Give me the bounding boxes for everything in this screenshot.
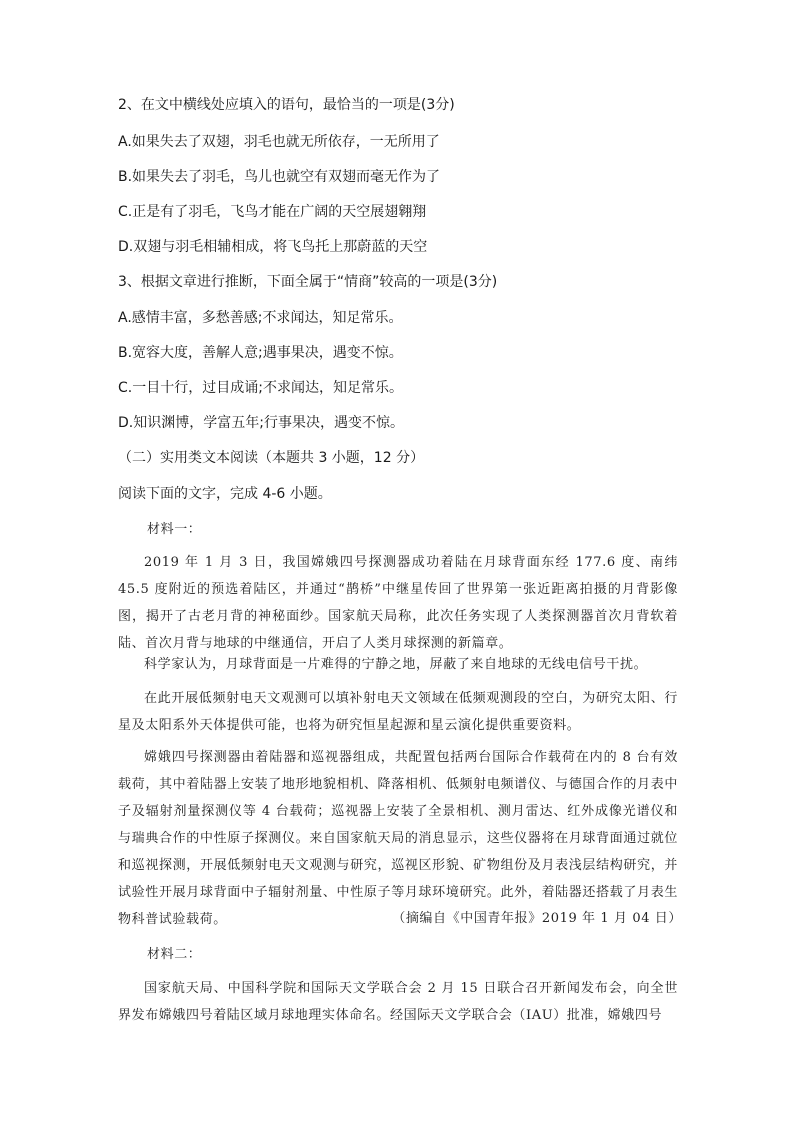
material-1-paragraph-3: 在此开展低频射电天文观测可以填补射电天文领域在低频观测段的空白，为研究太阳、行星及太阳系外天体提供可能，也将为研究恒星起源和星云演化提供重要资料。 (118, 691, 678, 733)
question-2-option-a: A.如果失去了双翅，羽毛也就无所依存，一无所用了 (118, 134, 440, 150)
material-2-label: 材料二： (147, 947, 202, 962)
question-3-stem: 3、根据文章进行推断，下面全属于“情商”较高的一项是(3分) (118, 274, 498, 290)
question-3-option-a: A.感情丰富，多愁善感;不求闻达，知足常乐。 (118, 310, 403, 326)
question-2-option-d: D.双翅与羽毛相辅相成，将飞鸟托上那蔚蓝的天空 (118, 239, 428, 255)
question-3-option-c: C.一目十行，过目成诵;不求闻达，知足常乐。 (118, 380, 403, 396)
material-1-source: （摘编自《中国青年报》2019 年 1 月 04 日） (392, 911, 682, 926)
question-2-option-c: C.正是有了羽毛，飞鸟才能在广阔的天空展翅翱翔 (118, 204, 427, 220)
material-2-paragraph-1: 国家航天局、中国科学院和国际天文学联合会 2 月 15 日联合召开新闻发布会，向全世界发布嫦娥四号着陆区域月球地理实体命名。经国际天文学联合会（IAU）批准，嫦娥四号 (118, 981, 678, 1023)
material-1-paragraph-1: 2019 年 1 月 3 日，我国嫦娥四号探测器成功着陆在月球背面东经 177.6 度、南纬 45.5 度附近的预选着陆区，并通过“鹊桥”中继星传回了世界第一张近距离拍摄的月背影像图，揭开了古老月背的神秘面纱。国家航天局称，此次任务实现了人类探测器首次月背软着陆、首次月背与地球的中继通信，开启了人类月球探测的新篇章。 (118, 555, 678, 651)
question-3-option-d: D.知识渊博，学富五年;行事果决，遇变不惊。 (118, 415, 404, 431)
question-3-option-b: B.宽容大度，善解人意;遇事果决，遇变不惊。 (118, 345, 403, 361)
question-2-option-b: B.如果失去了羽毛，鸟儿也就空有双翅而毫无作为了 (118, 169, 441, 185)
section-instruction: 阅读下面的文字，完成 4-6 小题。 (118, 486, 332, 502)
material-1-label: 材料一： (147, 522, 202, 537)
section-heading: （二）实用类文本阅读（本题共 3 小题，12 分） (118, 450, 425, 466)
material-1-paragraph-4: 嫦娥四号探测器由着陆器和巡视器组成，共配置包括两台国际合作载荷在内的 8 台有效载荷，其中着陆器上安装了地形地貌相机、降落相机、低频射电频谱仪、与德国合作的月表中子及辐射剂量探测仪等 4 台载荷；巡视器上安装了全景相机、测月雷达、红外成像光谱仪和与瑞典合作的中性原子探测仪。来自国家航天局的消息显示，这些仪器将在月球背面通过就位和巡视探测，开展低频射电天文观测与研究，巡视区形貌、矿物组份及月表浅层结构研究，并试验性开展月球背面中子辐射剂量、中性原子等月球环境研究。此外，着陆器还搭载了月表生物科普试验载荷。 (118, 750, 678, 927)
question-2-stem: 2、在文中横线处应填入的语句，最恰当的一项是(3分) (118, 97, 455, 113)
material-1-paragraph-2: 科学家认为，月球背面是一片难得的宁静之地，屏蔽了来自地球的无线电信号干扰。 (144, 657, 648, 672)
